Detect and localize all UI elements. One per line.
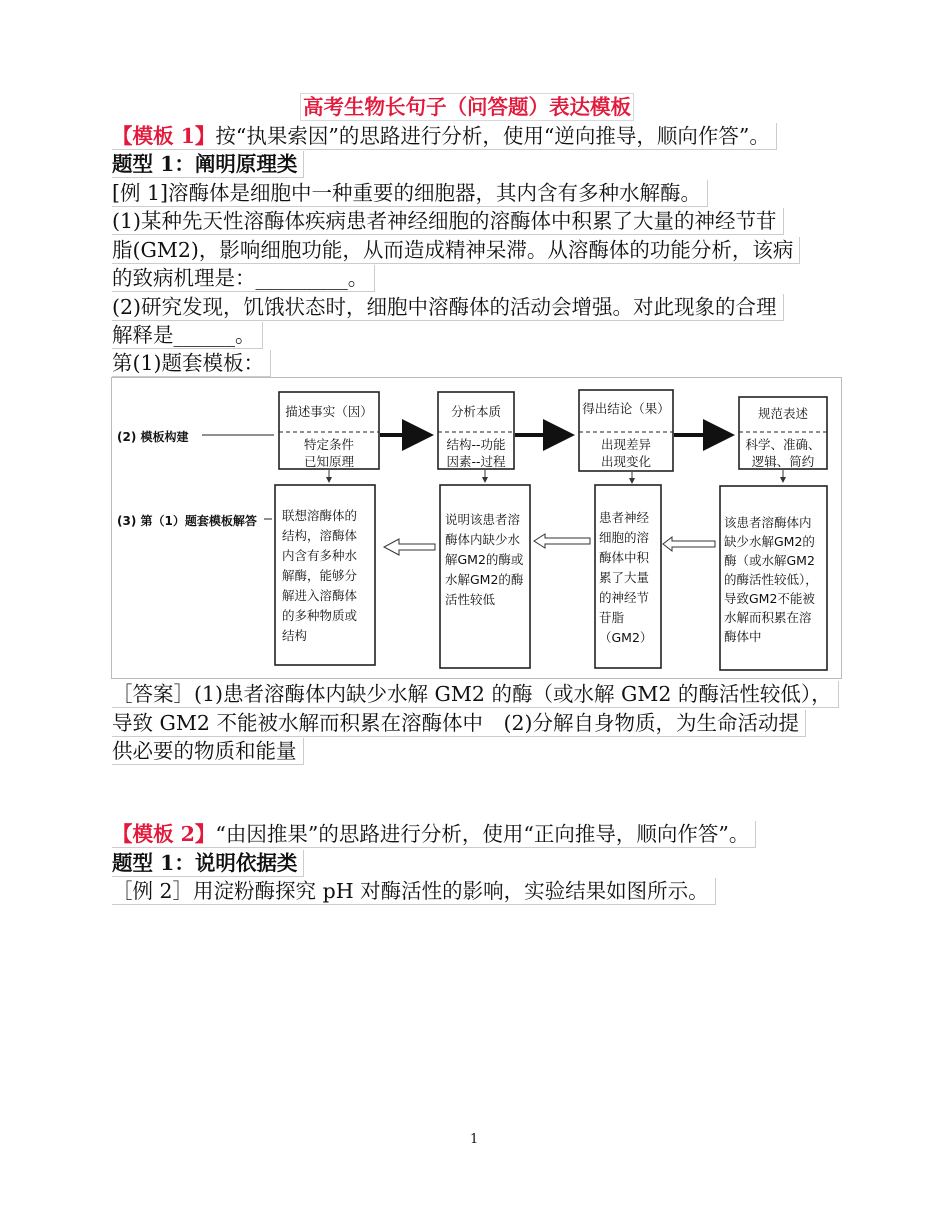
bottom-box-4-text: 该患者溶酶体内 缺少水解GM2的 酶（或水解GM2 的酶活性较低）， 导致GM2不能被 水解而积累在溶 酶体中 xyxy=(724,515,818,644)
bottom-box-1-text: 联想溶酶体的 结构，溶酶体 内含有多种水 解酶，能够分 解进入溶酶体 的多种物质或 结构 xyxy=(282,508,358,643)
answer1-line1: ［答案］(1)患者溶酶体内缺少水解 GM2 的酶（或水解 GM2 的酶活性较低）， xyxy=(112,681,839,708)
type1-heading: 题型 1：阐明原理类 xyxy=(112,151,304,178)
top-box-1-body: 特定条件 已知原理 xyxy=(303,437,354,469)
type2-heading: 题型 1：说明依据类 xyxy=(112,850,304,877)
top-box-2-head: 分析本质 xyxy=(450,404,501,419)
example1-intro: [例 1]溶酶体是细胞中一种重要的细胞器，其内含有多种水解酶。 xyxy=(112,180,708,207)
page-number: 1 xyxy=(470,1132,479,1147)
template2-text: “由因推果”的思路进行分析，使用“正向推导，顺向作答”。 xyxy=(215,822,750,846)
row-label-template-answer: (3) 第（1）题套模板解答 xyxy=(117,514,257,528)
bottom-box-2-text: 说明该患者溶 酶体内缺少水 解GM2的酶或 水解GM2的酶 活性较低 xyxy=(445,512,524,607)
example1-q1-line3: 的致病机理是：_________。 xyxy=(112,265,375,292)
row-label-template-construction: (2) 模板构建 xyxy=(117,430,189,444)
top-box-3-body: 出现差异 出现变化 xyxy=(600,437,651,469)
top-box-3-head: 得出结论（果） xyxy=(582,401,670,416)
top-box-4-body: 科学、准确、 逻辑、简约 xyxy=(745,437,821,469)
template1-tag: 【模板 1】 xyxy=(112,124,216,148)
page-title: 高考生物长句子（问答题）表达模板 xyxy=(300,93,634,121)
example1-q1-line1: (1)某种先天性溶酶体疾病患者神经细胞的溶酶体中积累了大量的神经节苷 xyxy=(112,208,784,235)
example1-q2-line2: 解释是______。 xyxy=(112,322,263,349)
example1-q1-line2: 脂(GM2)，影响细胞功能，从而造成精神呆滞。从溶酶体的功能分析，该病 xyxy=(112,237,800,264)
template-label: 第(1)题套模板： xyxy=(112,350,271,377)
template1-text: 按“执果索因”的思路进行分析，使用“逆向推导，顺向作答”。 xyxy=(215,124,770,148)
answer1-line2: 导致 GM2 不能被水解而积累在溶酶体中 (2)分解自身物质，为生命活动提 xyxy=(112,710,806,737)
template1-line xyxy=(112,123,777,150)
template2-line xyxy=(112,821,756,848)
bottom-box-3-text: 患者神经 细胞的溶 酶体中积 累了大量 的神经节 苷脂 （GM2） xyxy=(599,510,653,645)
template2-tag: 【模板 2】 xyxy=(112,822,216,846)
template-flow-diagram xyxy=(111,377,842,679)
top-box-1-head: 描述事实（因） xyxy=(285,404,373,419)
example2-intro: ［例 2］用淀粉酶探究 pH 对酶活性的影响，实验结果如图所示。 xyxy=(112,878,716,905)
example1-q2-line1: (2)研究发现，饥饿状态时，细胞中溶酶体的活动会增强。对此现象的合理 xyxy=(112,294,784,321)
top-box-2-body: 结构--功能 因素--过程 xyxy=(446,437,506,469)
top-box-4-head: 规范表述 xyxy=(757,406,808,421)
answer1-line3: 供必要的物质和能量 xyxy=(112,738,304,765)
